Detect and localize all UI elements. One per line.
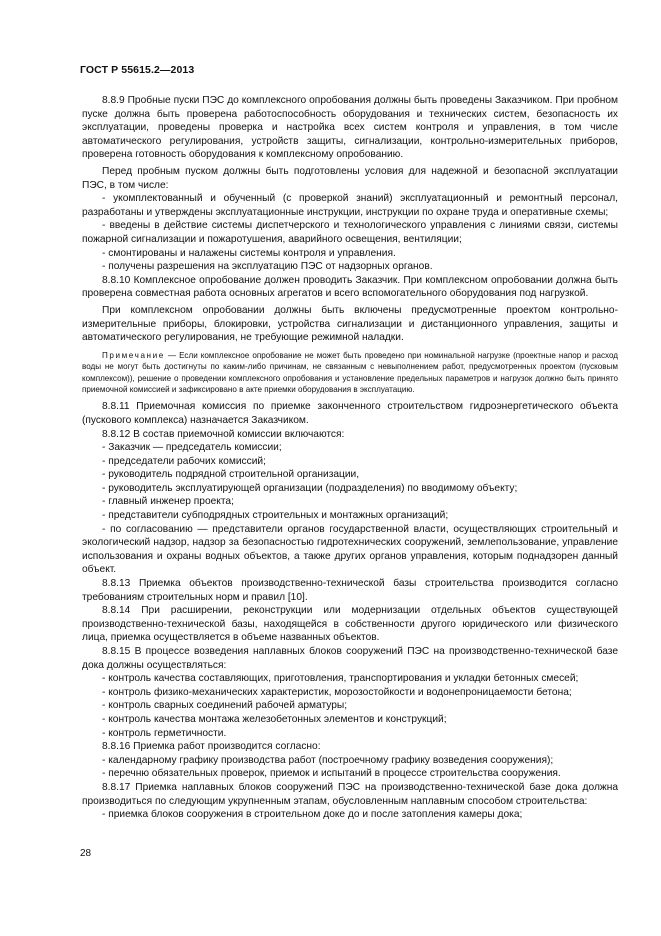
paragraph: 8.8.14 При расширении, реконструкции или модернизации отдельных объектов существующей производственно-технической базы, находящейся в собственности другого юридического или физического лица, приемка осуществляется в объеме названных объектов. [82, 605, 618, 644]
paragraph: 8.8.10 Комплексное опробование должен проводить Заказчик. При комплексном опробовании должна быть проверена совместная работа основных агрегатов и всего вспомогательного оборудования под нагрузкой. [82, 274, 618, 300]
list-item: - получены разрешения на эксплуатацию ПЭС от надзорных органов. [102, 261, 433, 273]
list-item: - контроль герметичности. [102, 727, 227, 739]
list-item: - Заказчик — председатель комиссии; [102, 442, 282, 454]
paragraph: Перед пробным пуском должны быть подготовлены условия для надежной и безопасной эксплуатации ПЭС, в том числе: [82, 165, 618, 191]
paragraph: 8.8.11 Приемочная комиссия по приемке законченного строительством гидроэнергетического объекта (пускового комплекса) назначается Заказчиком. [82, 401, 618, 426]
note [82, 350, 618, 396]
list-item: - введены в действие системы диспетчерского и технологического управления с линиями связи, системы пожарной сигнализации и пожаротушения, аварийного освещения, вентиляции; [82, 220, 618, 245]
list-item: - руководитель эксплуатирующей организации (подразделения) по вводимому объекту; [102, 482, 518, 494]
paragraph: При комплексном опробовании должны быть включены предусмотренные проектом контрольно-измерительные приборы, блокировки, устройства сигнализации и дистанционного управления, защиты и автоматического регулирования, не требующие режимной наладки. [82, 304, 618, 344]
paragraph: 8.8.13 Приемка объектов производственно-технической базы строительства производится согласно требованиям строительных норм и правил [10]. [82, 578, 618, 603]
page-number: 28 [80, 848, 92, 859]
list-item: - контроль сварных соединений рабочей арматуры; [102, 700, 348, 712]
paragraph: 8.8.16 Приемка работ производится согласно: [102, 741, 321, 753]
document-header: ГОСТ Р 55615.2—2013 [80, 64, 195, 76]
list-item: - контроль физико-механических характеристик, морозостойкости и водонепроницаемости бетона; [102, 686, 572, 698]
paragraph: 8.8.12 В состав приемочной комиссии включаются: [102, 428, 345, 440]
list-item: - контроль качества составляющих, приготовления, транспортирования и укладки бетонных смесей; [102, 673, 579, 685]
list-item: - контроль качества монтажа железобетонных элементов и конструкций; [102, 713, 447, 725]
document-body [82, 94, 618, 822]
list-item: - приемка блоков сооружения в строительном доке до и после затопления камеры дока; [102, 809, 523, 821]
paragraph: 8.8.9 Пробные пуски ПЭС до комплексного опробования должны быть проведены Заказчиком. При пробном пуске должна быть проверена работоспособность оборудования и технических систем, безопасность их эксплуатации, проведены проверка и настройка всех систем контроля и управления, в том числе автоматического регулирования, устройств защиты, сигнализации, контрольно-измерительных приборов, проверена готовность оборудования к комплексному опробованию. [82, 95, 618, 161]
list-item: - председатели рабочих комиссий; [102, 455, 266, 467]
note-label: Примечание [102, 350, 165, 360]
list-item: - главный инженер проекта; [102, 496, 234, 508]
paragraph: 8.8.15 В процессе возведения наплавных блоков сооружений ПЭС на производственно-технической базе дока должны осуществляться: [82, 646, 618, 671]
list-item: - по согласованию — представители органов государственной власти, осуществляющих строительный и экологический надзор, надзор за безопасностью гидротехнических сооружений, землепользование, управление использования и охраны водных объектов, а также других органов управления, которым поднадзорен данный объект. [82, 523, 618, 576]
list-item: - укомплектованный и обученный (с проверкой знаний) эксплуатационный и ремонтный персонал, разработаны и утверждены эксплуатационные инструкции, инструкции по охране труда и оперативные схемы; [82, 193, 618, 218]
list-item: - представители субподрядных строительных и монтажных организаций; [102, 510, 449, 522]
list-item: - смонтированы и налажены системы контроля и управления. [102, 247, 396, 259]
list-item: - перечню обязательных проверок, приемок и испытаний в процессе строительства сооружения. [102, 768, 561, 780]
paragraph: 8.8.17 Приемка наплавных блоков сооружений ПЭС на производственно-технической базе дока должна производиться по следующим укрупненным этапам, обусловленным наплавным способом строительства: [82, 781, 618, 807]
list-item: - руководитель подрядной строительной организации, [102, 469, 360, 481]
list-item: - календарному графику производства работ (построечному графику возведения сооружения); [102, 754, 554, 766]
note-text: — Если комплексное опробование не может быть проведено при номинальной нагрузке (проектные напор и расход воды не могут быть достигнуты по каким-либо причинам, не связанным с невыполнением работ, предусмотренных проектом (пусковым комплексом)), решение о проведении комплексного опробования и установление предельных параметров и нагрузок должно быть принято приемочной комиссией и зафиксировано в акте приемки оборудования в эксплуатацию. [82, 350, 618, 394]
